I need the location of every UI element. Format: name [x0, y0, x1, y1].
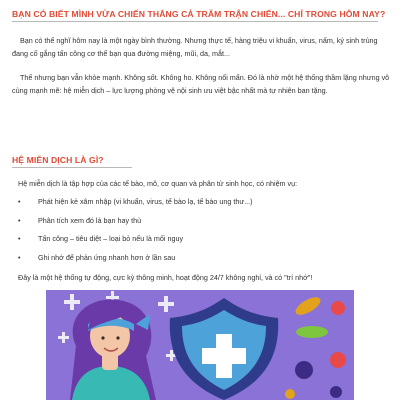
list-item — [18, 215, 253, 234]
closing-paragraph: Đây là một hệ thống tự động, cực kỳ thông minh, hoạt động 24/7 không nghỉ, và có "trí nhớ"! — [18, 273, 313, 282]
list-item-text: Tấn công – tiêu diệt – loại bỏ nếu là mối nguy — [38, 234, 184, 243]
bullet-icon: • — [18, 234, 21, 243]
immune-shield-illustration — [46, 290, 354, 400]
list-item — [18, 196, 253, 215]
intro-paragraph: Bạn có thể nghĩ hôm nay là một ngày bình thường. Nhưng thực tế, hàng triệu vi khuẩn, virus, nấm, ký sinh trùng đang cố gắng tấn công cơ thể bạn qua đường miệng, mũi, da, mắt... — [12, 36, 378, 58]
bullet-icon: • — [18, 197, 21, 206]
duty-list — [18, 196, 253, 270]
list-item-text: Phân tích xem đó là bạn hay thù — [38, 215, 142, 225]
girl-figure — [70, 300, 156, 400]
list-item — [18, 252, 253, 271]
bullet-icon: • — [18, 252, 21, 262]
heading-divider — [12, 21, 378, 22]
list-item — [18, 233, 253, 252]
definition-paragraph: Hệ miễn dịch là tập hợp của các tế bào, mô, cơ quan và phân tử sinh học, có nhiệm vụ: — [18, 179, 298, 188]
immune-paragraph: Thế nhưng bạn vẫn khỏe mạnh. Không sốt. Không ho. Không nổi mẩn. Đó là nhờ một hệ thống thầm lặng nhưng vô cùng mạnh mẽ: hệ miễn dịch – lực lượng phòng vệ nội sinh ưu việt bậc nhất mà tự nhiên ban tặng. — [12, 73, 390, 95]
heading-divider — [12, 167, 132, 168]
list-item-text: Phát hiện kẻ xâm nhập (vi khuẩn, virus, tế bào lạ, tế bào ung thư...) — [38, 197, 253, 206]
section-heading-victory: BẠN CÓ BIẾT MÌNH VỪA CHIẾN THẮNG CẢ TRĂM TRẬN CHIẾN... CHỈ TRONG HÔM NAY? — [12, 9, 386, 19]
section-heading-what-is: HỆ MIỄN DỊCH LÀ GÌ? — [12, 155, 104, 165]
bullet-icon: • — [18, 215, 21, 225]
list-item-text: Ghi nhớ để phản ứng nhanh hơn ở lần sau — [38, 252, 176, 262]
